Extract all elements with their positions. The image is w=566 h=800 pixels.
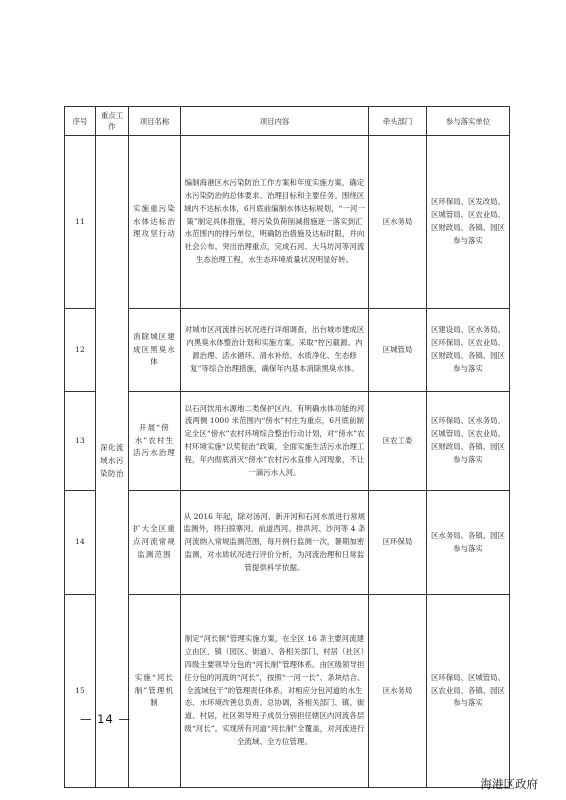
table-row — [65, 595, 510, 788]
participating-units: 区建设局、区水务局、区环保局、区农业局、区财政局、各镇、园区参与落实 — [427, 309, 510, 392]
project-name: 实施重污染水体达标治理攻坚行动 — [129, 136, 181, 309]
header-name: 项目名称 — [129, 107, 181, 136]
table-row — [65, 491, 510, 595]
participating-units: 区环保局、区城管局、区农业局、各镇、园区参与落实 — [427, 595, 510, 788]
lead-department: 区城管局 — [369, 309, 427, 392]
project-content: 编制海港区水污染防治工作方案和年度实施方案，确定水污染防治的总体要求、治理目标和主要任务。围绕区域内不达标水体，6月底前编制水体达标规划，“一河一策”制定具体措施，将污染负荷削减措施逐一落实到汇水范围内的排污单位，明确防治措施及达标时限，并向社会公布。突出治理重点，完成石河、大马坊河等河流生态治理工程，水生态环境质量状况明显好转。 — [181, 136, 369, 309]
row-number: 15 — [65, 595, 96, 788]
header-lead: 牵头部门 — [369, 107, 427, 136]
page-number: — 14 — — [80, 712, 131, 726]
table-row — [65, 309, 510, 392]
project-content: 从 2016 年起，除对汤河、新开河和石河水质进行常规监测外，将扫掠寨河、前道西河、排洪河、沙河等 4 条河流纳入常规监测范围，每月例行监测一次，暑期加密监测，对水质状况进行评价分析，为河流治理和日常监管提供科学依据。 — [181, 491, 369, 595]
key-work-cell: 深化流域水污染防治 — [96, 136, 129, 788]
lead-department: 区农工委 — [369, 392, 427, 491]
lead-department: 区水务局 — [369, 595, 427, 788]
lead-department: 区环保局 — [369, 491, 427, 595]
header-content: 项目内容 — [181, 107, 369, 136]
project-content: 对城市区河流排污状况进行详细调查，出台城市建成区内黑臭水体整治计划和实施方案。采取“控污截源、内源治理、活水循环、清水补给、水质净化、生态修复”等综合治理措施，确保年内基本消除黑臭水体。 — [181, 309, 369, 392]
participating-units: 区环保局、区发改局、区城管局、区农业局、区财政局、各镇、园区参与落实 — [427, 136, 510, 309]
lead-department: 区水务局 — [369, 136, 427, 309]
row-number: 13 — [65, 392, 96, 491]
project-content: 制定“河长制”管理实施方案，在全区 16 条主要河流建立由区、镇（园区、街道）、各相关部门、村居（社区）四级主要领导分包的“河长制”管理体系。由区级领导担任分包的河流的“河长”，按照“一河一长”、条块结合、全流域包干”的管理责任体系，对相应分包河道的水生态、水环境改善总负责、总协调，各相关部门、镇、街道、村居，社区领导班子成员分别担任辖区内河流各层级“河长”。实现所有河道“河长制”全覆盖，对河流进行全流域、全方位管理。 — [181, 595, 369, 788]
project-content: 以石河饮用水源地二类保护区内、有明确水体功能的河流两侧 1000 米范围内“傍水”村庄为重点，6月底前制定全区“傍水”农村环境综合整治行动计划，对“傍水”农村环境实施“以奖促治”政策，全面实施生活污水治理工程，年内彻底消灭“傍水”农村污水直排入河现象，不让一滴污水入河。 — [181, 392, 369, 491]
project-name: 开展“傍水”农村生活污水治理 — [129, 392, 181, 491]
header-work: 重点工作 — [96, 107, 129, 136]
project-table — [64, 106, 510, 788]
table-row — [65, 136, 510, 309]
participating-units: 区水务局、各镇、园区参与落实 — [427, 491, 510, 595]
row-number: 14 — [65, 491, 96, 595]
project-name: 实施“河长制”管理机制 — [129, 595, 181, 788]
participating-units: 区环保局、区水务局、区城管局、区农业局、区财政局、各镇、园区参与落实 — [427, 392, 510, 491]
row-number: 11 — [65, 136, 96, 309]
source-watermark: 海港区政府 — [480, 777, 538, 791]
row-number: 12 — [65, 309, 96, 392]
project-name: 扩大全区重点河流常规监测范围 — [129, 491, 181, 595]
header-units: 参与落实单位 — [427, 107, 510, 136]
table-row — [65, 392, 510, 491]
table-header-row — [65, 107, 510, 136]
header-no: 序号 — [65, 107, 96, 136]
project-name: 消除城区建成区黑臭水体 — [129, 309, 181, 392]
